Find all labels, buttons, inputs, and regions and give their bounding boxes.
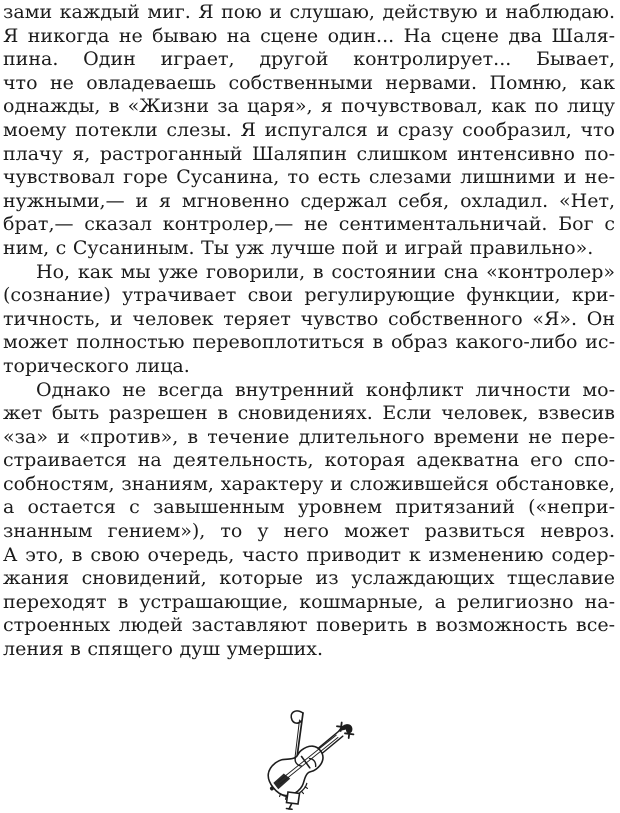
text-line: жет быть разрешен в сновидениях. Если человек, взвесив: [3, 402, 615, 425]
text-line: Я никогда не бываю на сцене один... На сцене два Шаля-: [3, 24, 615, 47]
violin-vignette: [261, 706, 371, 810]
text-line: что не овладеваешь собственными нервами. Помню, как: [3, 71, 615, 94]
paragraph: [3, 261, 615, 379]
text-line: (сознание) утрачивает свои регулирующие функции, кри-: [3, 284, 615, 307]
text-line: собностям, знаниям, характеру и сложившейся обстановке,: [3, 472, 615, 495]
text-line: пина. Один играет, другой контролирует... Бывает,: [3, 48, 615, 71]
text-line: Но, как мы уже говорили, в состоянии сна «контролер»: [36, 260, 615, 283]
text-line: ления в спящего душ умерших.: [3, 638, 324, 661]
page-text: [3, 1, 615, 662]
text-line: переходят в устрашающие, кошмарные, а религиозно на-: [3, 590, 615, 613]
text-line: плачу я, растроганный Шаляпин слишком интенсивно по-: [3, 142, 615, 165]
paragraph: [3, 1, 615, 261]
text-line: жания сновидений, которые из услаждающих тщеславие: [3, 567, 615, 590]
text-line: однажды, в «Жизни за царя», я почувствовал, как по лицу: [3, 95, 615, 118]
text-line: «за» и «против», в течение длительного времени не пере-: [3, 425, 615, 448]
text-line: строенных людей заставляют поверить в возможность все-: [3, 614, 615, 637]
text-line: может полностью перевоплотиться в образ какого-либо ис-: [3, 331, 615, 354]
text-line: ним, с Сусаниным. Ты уж лучше пой и играй правильно».: [3, 236, 594, 259]
text-line: А это, в свою очередь, часто приводит к изменению содер-: [3, 543, 615, 566]
text-line: тичность, и человек теряет чувство собственного «Я». Он: [3, 307, 615, 330]
text-line: Однако не всегда внутренний конфликт личности мо-: [36, 378, 615, 401]
text-line: чувствовал горе Сусанина, то есть слезами лишними и не-: [3, 166, 615, 189]
text-line: зами каждый миг. Я пою и слушаю, действую и наблюдаю.: [3, 1, 615, 23]
text-line: а остается с завышенным уровнем притязаний («непри-: [3, 496, 615, 519]
text-line: нужными,— и я мгновенно сдержал себя, охладил. «Нет,: [3, 189, 615, 212]
violin-and-bow-icon: [261, 706, 371, 810]
text-line: брат,— сказал контролер,— не сентиментальничай. Бог с: [3, 213, 615, 236]
text-line: торического лица.: [3, 354, 190, 377]
text-line: моему потекли слезы. Я испугался и сразу сообразил, что: [3, 118, 615, 141]
paragraph: [3, 379, 615, 662]
text-line: знанным гением»), то у него может развиться невроз.: [3, 520, 615, 543]
text-line: страивается на деятельность, которая адекватна его спо-: [3, 449, 615, 472]
